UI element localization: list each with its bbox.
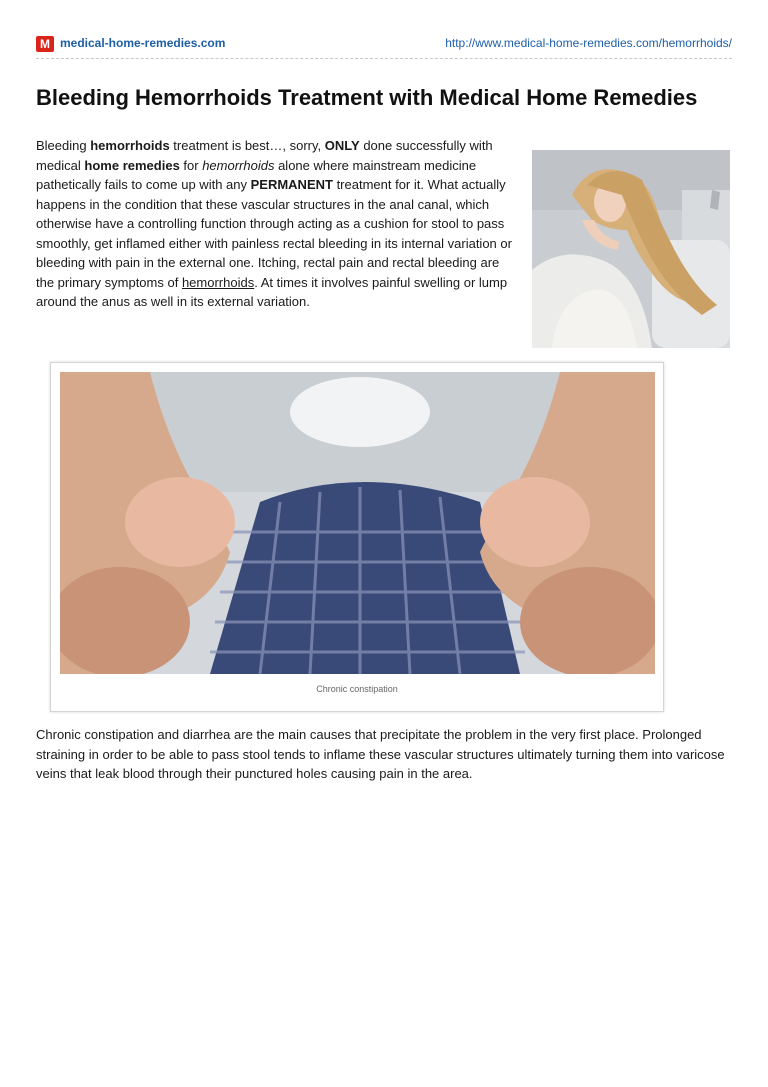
page-header (36, 34, 732, 54)
keyword-hemorrhoids-italic: hemorrhoids (202, 157, 275, 173)
figure-caption: Chronic constipation (316, 684, 398, 694)
keyword-permanent: PERMANENT (250, 177, 333, 192)
constipation-photo (60, 372, 655, 674)
site-name-link[interactable]: medical-home-remedies.com (60, 36, 226, 50)
site-logo-icon: M (36, 36, 54, 52)
article-title: Bleeding Hemorrhoids Treatment with Medical Home Remedies (36, 85, 698, 110)
intro-paragraph: Bleeding hemorrhoids treatment is best…, sorry, ONLY done successfully with medical home remedies for hemorrhoids alone where mainstream medicine pathetically fails to come up with any PERMANENT treatment for it. What actually happens in the condition that these vascular structures in the anal canal, which otherwise have a controlling function through acting as a cushion for stool to pass smoothly, get inflamed either with painless rectal bleeding in its internal variation or bleeding with pain in the external one. Itching, rectal pain and rectal bleeding are the primary symptoms of hemorrhoids. At times it involves painful swelling or lump around the anus as well in its external variation. (36, 138, 512, 309)
hemorrhoids-link[interactable]: hemorrhoids (181, 274, 255, 290)
figure-box (50, 362, 664, 712)
keyword-only: ONLY (324, 138, 360, 153)
woman-photo (532, 150, 730, 348)
header-divider (36, 58, 732, 59)
keyword-hemorrhoids: hemorrhoids (90, 138, 170, 153)
keyword-home-remedies: home remedies (84, 157, 180, 173)
page-url-link[interactable]: http://www.medical-home-remedies.com/hemorrhoids/ (445, 36, 732, 50)
causes-paragraph: Chronic constipation and diarrhea are the main causes that precipitate the problem in the very first place. Prolonged straining in order to be able to pass stool tends to inflame these vascular structures ultimately turning them into varicose veins that leak blood through their punctured holes causing pain in the area. (36, 727, 725, 781)
